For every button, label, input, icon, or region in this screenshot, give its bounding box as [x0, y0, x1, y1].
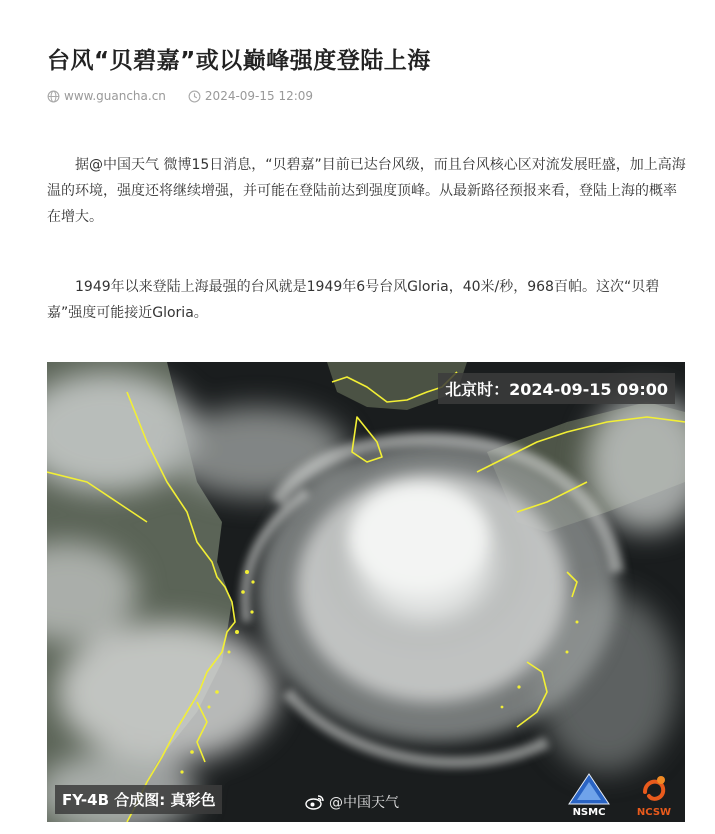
- source-meta[interactable]: [47, 89, 166, 103]
- observation-time-label: 北京时：2024-09-15 09:00: [438, 373, 675, 404]
- article-paragraph-1: 据@中国天气 微博15日消息，“贝碧嘉”目前已达台风级，而且台风核心区对流发展旺盛，加上高海温的环境，强度还将继续增强，并可能在登陆前达到强度顶峰。从最新路径预报来看，登陆上海的概率在增大。: [47, 157, 686, 225]
- time-meta: [188, 89, 313, 103]
- nsmc-logo-text: NSMC: [572, 807, 606, 818]
- source-link[interactable]: www.guancha.cn: [64, 89, 166, 103]
- globe-icon: [47, 90, 60, 103]
- weibo-icon: [305, 794, 325, 810]
- satellite-image[interactable]: [47, 362, 685, 822]
- publish-time: 2024-09-15 12:09: [204, 89, 314, 103]
- ncsw-logo: [631, 772, 677, 818]
- article-paragraph-2: 1949年以来登陆上海最强的台风就是1949年6号台风Gloria，40米/秒，968百帕。这次“贝碧嘉”强度可能接近Gloria。: [47, 279, 660, 321]
- watermark-text: @中国天气: [329, 795, 399, 811]
- ncsw-logo-text: NCSW: [636, 807, 672, 818]
- nsmc-logo: [567, 772, 611, 818]
- article-meta: [47, 89, 313, 103]
- clock-icon: [188, 90, 201, 103]
- weibo-watermark: [305, 792, 399, 812]
- article-title: 台风“贝碧嘉”或以巅峰强度登陆上海: [47, 48, 431, 74]
- satellite-scene: [47, 362, 685, 822]
- product-label: FY-4B 合成图: 真彩色: [55, 785, 222, 814]
